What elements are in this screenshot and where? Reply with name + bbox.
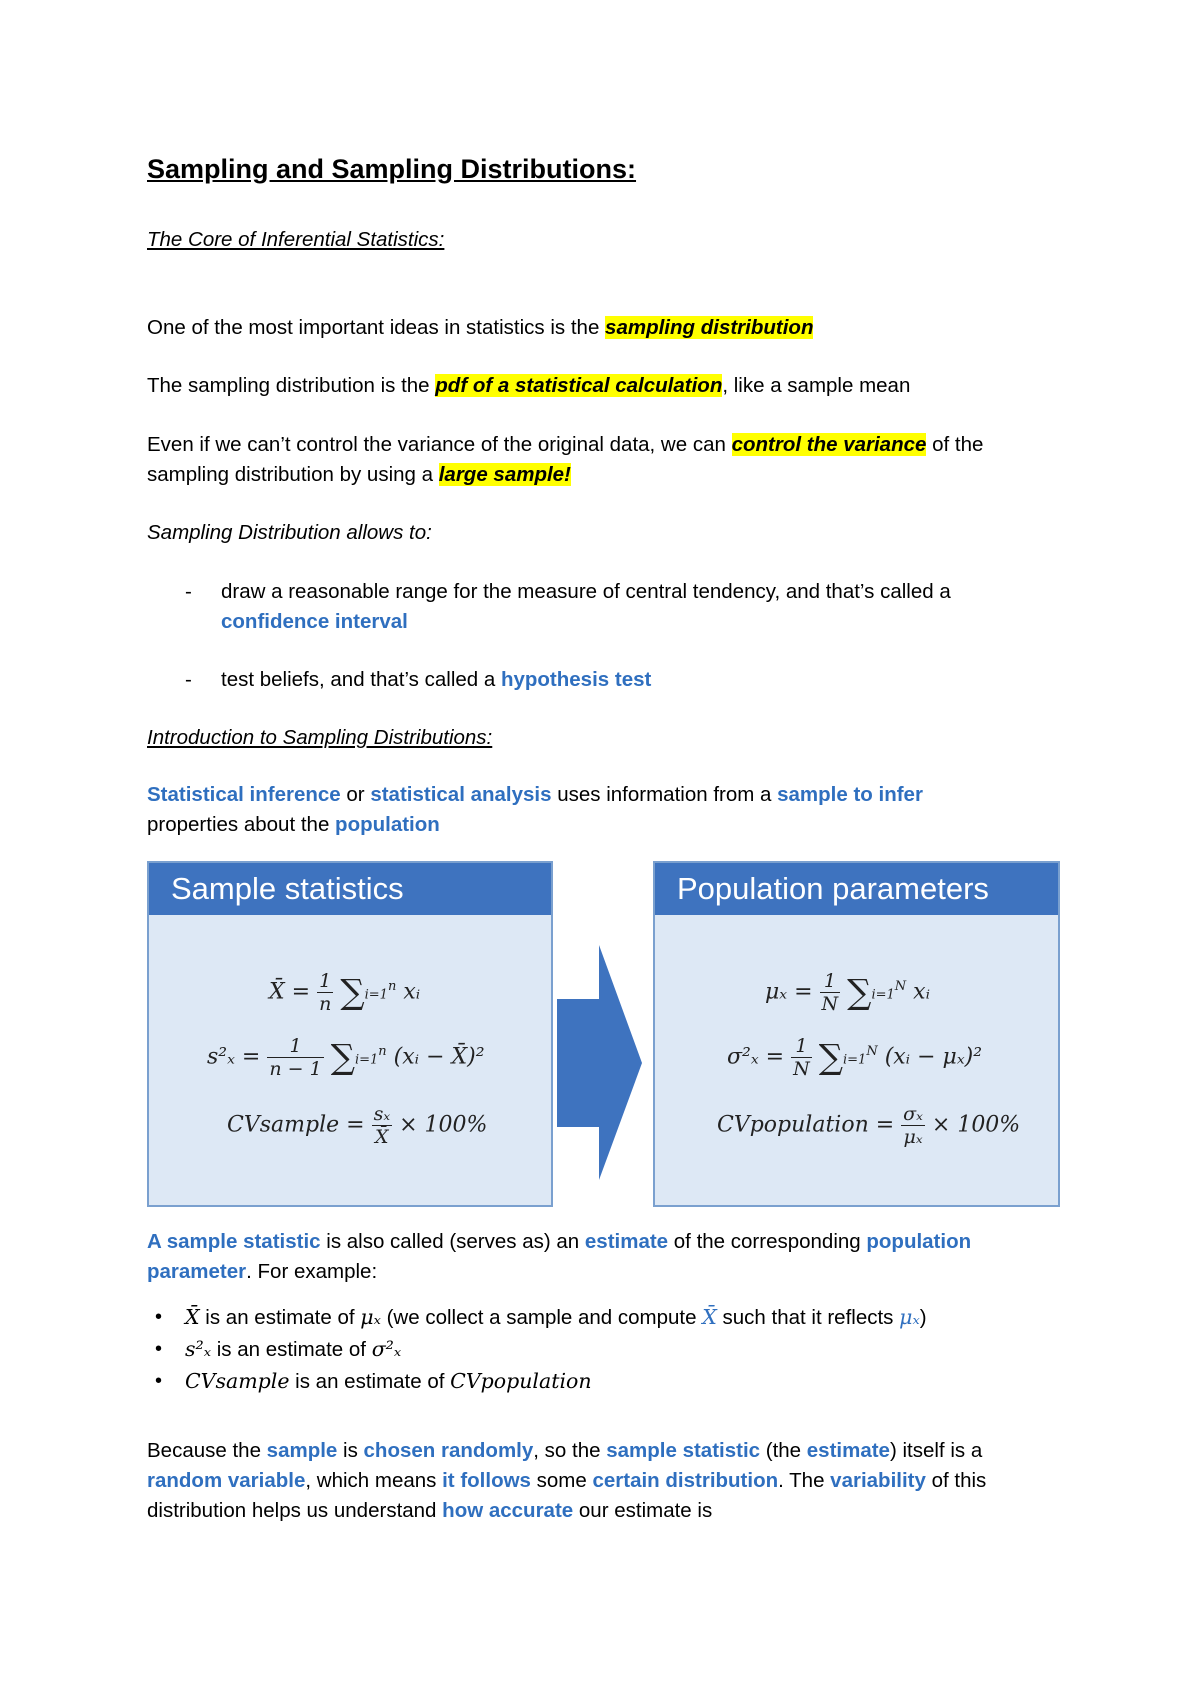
text: ) itself is a [889,1439,983,1462]
denominator: μₓ [903,1126,923,1148]
highlight-control-variance: control the variance [731,433,927,456]
text: properties about the [147,813,336,836]
list-text [185,1302,927,1333]
highlight-large-sample: large sample! [438,463,571,486]
text: our estimate is [573,1499,713,1522]
text: is an estimate of [211,1338,372,1361]
math: X̄ [702,1305,717,1329]
math: μₓ [360,1305,381,1329]
dash: - [185,580,192,603]
text: (the [760,1439,807,1462]
term-hypothesis-test: hypothesis test [500,668,652,691]
term: A sample statistic [147,1230,321,1253]
term: estimate [806,1439,890,1462]
math: σ²ₓ [371,1337,402,1361]
equation-sample-cv [227,1103,487,1148]
text: . The [778,1469,831,1492]
sum-sign: ∑ [818,1037,843,1078]
rhs: × 100% [399,1112,488,1138]
paragraph-estimate-line1 [147,1227,971,1257]
sum-limit: N [894,979,907,995]
fraction [267,1035,323,1080]
term: sample to infer [777,783,923,806]
rhs: xᵢ [913,979,930,1005]
paragraph-variance-line2 [147,460,571,490]
bullet: • [155,1338,163,1360]
denominator: N [821,993,839,1015]
equation-sample-variance [207,1035,485,1080]
numerator: 1 [791,1035,812,1058]
fraction [372,1103,393,1148]
section-heading-core: The Core of Inferential Statistics: [147,228,445,251]
lhs: s²ₓ = [207,1044,261,1070]
paragraph-inference-line1 [147,780,923,810]
text: The sampling distribution is the [147,374,436,397]
text: , so the [533,1439,607,1462]
lhs: CVsample = [227,1112,365,1138]
highlight-sampling-distribution: sampling distribution [605,316,814,339]
term: chosen randomly [363,1439,534,1462]
lhs: σ²ₓ = [727,1044,785,1070]
math: CVpopulation [450,1369,592,1393]
text: . For example: [246,1260,378,1283]
math: μₓ [899,1305,920,1329]
text: , which means [305,1469,443,1492]
box-body [655,915,1058,1205]
text: Because the [147,1439,267,1462]
box-title: Sample statistics [149,863,551,915]
term: estimate [584,1230,669,1253]
sum-limit: N [866,1044,878,1060]
equation-population-variance [727,1035,982,1080]
lhs: CVpopulation = [717,1112,895,1138]
math: X̄ [185,1305,200,1329]
sum-limit: i=1 [871,987,895,1003]
section-heading-intro: Introduction to Sampling Distributions: [147,726,493,749]
term: variability [830,1469,926,1492]
text: such that it reflects [716,1306,900,1329]
sum-limit: n [378,1044,387,1060]
text: test beliefs, and that’s called a [221,668,501,691]
denominator: N [793,1058,810,1080]
paragraph-inference-line2 [147,810,440,840]
term: population [335,813,440,836]
math: s²ₓ [185,1337,212,1361]
denominator: n − 1 [269,1058,322,1080]
numerator: σₓ [903,1103,923,1125]
text: is an estimate of [199,1306,361,1329]
sum-limit: i=1 [354,1052,379,1068]
bullet-text [221,665,651,695]
term: parameter [147,1260,247,1283]
math: CVsample [185,1369,290,1393]
text: uses information from a [551,783,778,806]
text: is [337,1439,364,1462]
sum-sign: ∑ [847,972,872,1013]
list-item [147,1302,1067,1332]
term: population [866,1230,972,1253]
term: certain distribution [592,1469,779,1492]
numerator: 1 [267,1035,323,1058]
text: of the corresponding [668,1230,867,1253]
list-item [147,1334,1067,1364]
list-text [185,1334,401,1365]
numerator: sₓ [373,1103,391,1125]
paragraph-definition [147,371,910,401]
term: statistical analysis [370,783,552,806]
fraction [317,970,333,1015]
bullet-confidence [147,577,1047,637]
text: of the [926,433,984,456]
text: sampling distribution by using a [147,463,439,486]
term: Statistical inference [147,783,341,806]
paragraph-random-line2 [147,1466,986,1496]
term-confidence-interval: confidence interval [221,610,408,633]
sum-sign: ∑ [340,972,365,1013]
population-parameters-box [653,861,1060,1207]
text: of this [925,1469,987,1492]
bullet: • [155,1306,163,1328]
denominator: n [319,993,332,1015]
numerator: 1 [317,970,333,993]
sum-limit: n [387,979,397,995]
highlight-pdf: pdf of a statistical calculation [435,374,723,397]
text: distribution helps us understand [147,1499,443,1522]
list-text [185,1366,592,1397]
rhs: × 100% [931,1112,1021,1138]
text: Even if we can’t control the variance of the original data, we can [147,433,732,456]
box-body [149,915,551,1205]
paragraph-variance-line1 [147,430,983,460]
term: sample [266,1439,338,1462]
paragraph-random-line3 [147,1496,712,1526]
sum-limit: i=1 [364,987,388,1003]
term: it follows [442,1469,531,1492]
term: how accurate [442,1499,574,1522]
rhs: (xᵢ − X̄)² [393,1044,485,1070]
fraction [901,1103,925,1148]
paragraph-important-idea [147,313,813,343]
page-title: Sampling and Sampling Distributions: [147,154,637,184]
lhs: X̄ = [269,979,311,1005]
fraction [791,1035,812,1080]
paragraph-random-line1 [147,1436,982,1466]
text: ) [919,1306,927,1329]
denominator: X̄ [375,1126,389,1148]
paragraph-estimate-line2 [147,1257,377,1287]
text: is also called (serves as) an [320,1230,585,1253]
sample-statistics-box [147,861,553,1207]
equation-population-cv [717,1103,1020,1148]
bullet: • [155,1370,163,1392]
fraction [820,970,841,1015]
text: (we collect a sample and compute [380,1306,703,1329]
bullet-text: draw a reasonable range for the measure of central tendency, and that’s called a [221,580,951,603]
numerator: 1 [820,970,841,993]
equation-population-mean [765,970,930,1015]
term: sample statistic [606,1439,761,1462]
list-item [147,1366,1067,1396]
allows-heading: Sampling Distribution allows to: [147,521,432,544]
box-title: Population parameters [655,863,1058,915]
dash: - [185,668,192,691]
text: or [340,783,371,806]
sum-limit: i=1 [842,1052,867,1068]
sum-sign: ∑ [330,1037,355,1078]
text: is an estimate of [289,1370,451,1393]
bullet-hypothesis [147,665,1047,695]
rhs: xᵢ [403,979,421,1005]
term: random variable [147,1469,306,1492]
text: some [530,1469,593,1492]
lhs: μₓ = [765,979,813,1005]
arrow-shape [557,945,642,1180]
text: , like a sample mean [722,374,911,397]
rhs: (xᵢ − μₓ)² [884,1044,983,1070]
text: One of the most important ideas in statistics is the [147,316,606,339]
equation-sample-mean [269,970,420,1015]
